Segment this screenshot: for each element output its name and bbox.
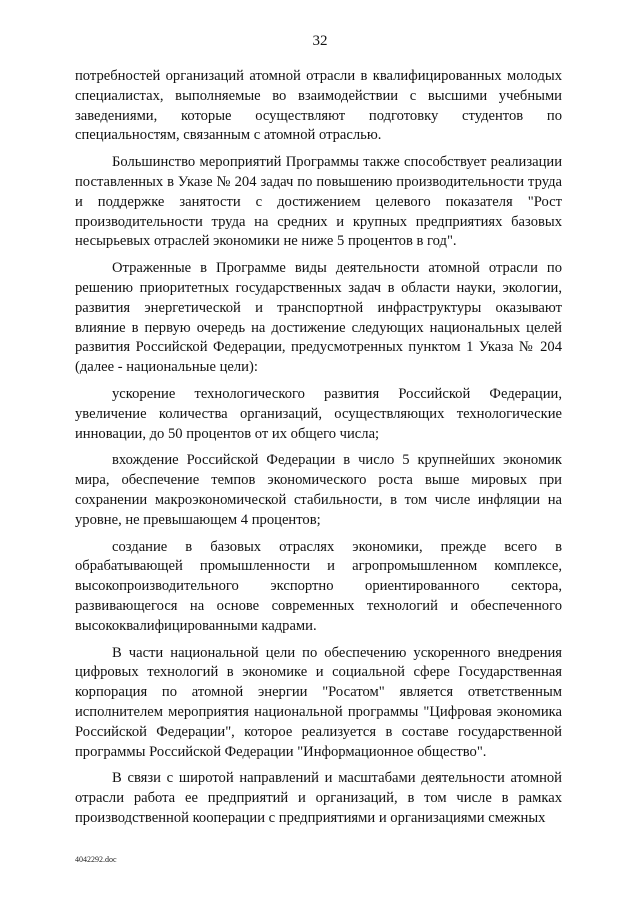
paragraph: В части национальной цели по обеспечению ускоренного внедрения цифровых технологий в экономике и социальной сфере Государственная корпорация по атомной энергии "Росатом" является ответственным исполнителем мероприятия национальной программы "Цифровая экономика Российской Федерации", которое реализуется в составе государственной программы Российской Федерации "Информационное общество".: [75, 644, 562, 760]
footer-file-code: 4042292.doc: [75, 855, 117, 864]
list-item: создание в базовых отраслях экономики, прежде всего в обрабатывающей промышленности и агропромышленном комплексе, высокопроизводительного экспортно ориентированного сектора, развивающегося на основе современных технологий и обеспеченного высококвалифицированными кадрами.: [75, 538, 562, 634]
list-item: вхождение Российской Федерации в число 5 крупнейших экономик мира, обеспечение темпов экономического роста выше мировых при сохранении макроэкономической стабильности, в том числе инфляции на уровне, не превышающем 4 процентов;: [75, 452, 562, 528]
page-number: 32: [312, 33, 328, 49]
paragraph: Отраженные в Программе виды деятельности атомной отрасли по решению приоритетных государственных задач в области науки, экологии, развития энергетической и транспортной инфраструктуры оказывают влияние в первую очередь на достижение следующих национальных целей развития Российской Федерации, предусмотренных пунктом 1 Указа № 204 (далее - национальные цели):: [75, 260, 562, 376]
paragraph-continuation: потребностей организаций атомной отрасли в квалифицированных молодых специалистах, выполняемые во взаимодействии с высшими учебными заведениями, которые осуществляют подготовку студентов по специальностям, связанным с атомной отраслью.: [75, 68, 562, 144]
paragraph: В связи с широтой направлений и масштабами деятельности атомной отрасли работа ее предприятий и организаций, в том числе в рамках производственной кооперации с предприятиями и организациями смежных: [75, 770, 562, 826]
paragraph: Большинство мероприятий Программы также способствует реализации поставленных в Указе № 204 задач по повышению производительности труда и поддержке занятости с достижением целевого показателя "Рост производительности труда на средних и крупных предприятиях базовых несырьевых отраслей экономики не ниже 5 процентов в год".: [75, 154, 562, 250]
document-body: [75, 67, 562, 829]
list-item: ускорение технологического развития Российской Федерации, увеличение количества организаций, осуществляющих технологические инновации, до 50 процентов от их общего числа;: [75, 385, 562, 442]
